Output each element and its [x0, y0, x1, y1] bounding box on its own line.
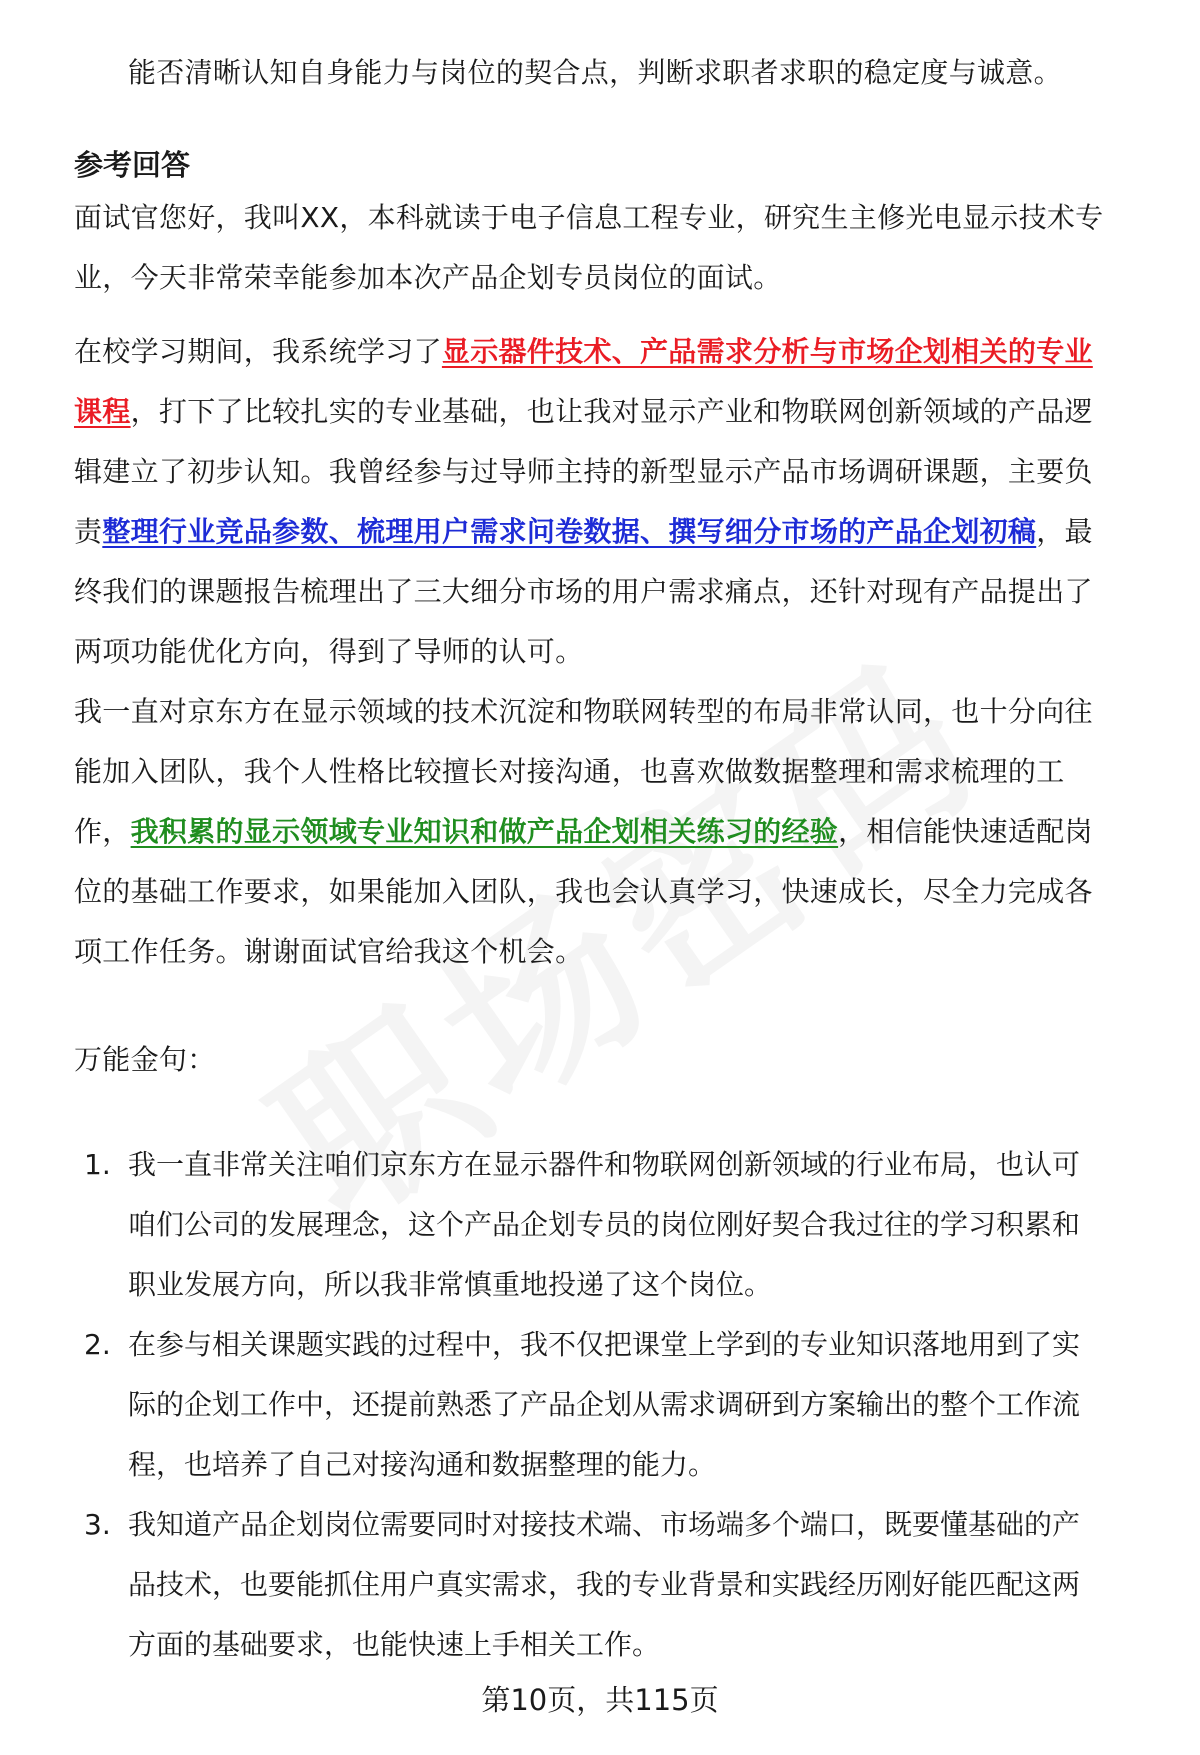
intro-line: 能否清晰认知自身能力与岗位的契合点，判断求职者求职的稳定度与诚意。	[128, 56, 1062, 89]
text-line: 项工作任务。谢谢面试官给我这个机会。	[74, 935, 584, 968]
list-item	[74, 1135, 1154, 1315]
text-line: 作，我积累的显示领域专业知识和做产品企划相关练习的经验，相信能快速适配岗	[74, 815, 1093, 848]
text-line: 品技术，也要能抓住用户真实需求，我的专业背景和实践经历刚好能匹配这两	[128, 1568, 1081, 1601]
text-line: 职业发展方向，所以我非常慎重地投递了这个岗位。	[128, 1268, 773, 1301]
text-line: 位的基础工作要求，如果能加入团队，我也会认真学习，快速成长，尽全力完成各	[74, 875, 1093, 908]
list-item	[74, 1495, 1154, 1675]
paragraph-background	[74, 322, 1154, 982]
highlight-courses: 显示器件技术、产品需求分析与市场企划相关的专业	[441, 335, 1093, 368]
list-item	[74, 1315, 1154, 1495]
highlight-courses: 课程	[74, 395, 131, 428]
text-line: 责整理行业竞品参数、梳理用户需求问卷数据、撰写细分市场的产品企划初稿，最	[74, 515, 1093, 548]
text-line: 程，也培养了自己对接沟通和数据整理的能力。	[128, 1448, 717, 1481]
text-line: 在校学习期间，我系统学习了显示器件技术、产品需求分析与市场企划相关的专业	[74, 335, 1093, 368]
text-line: 际的企划工作中，还提前熟悉了产品企划从需求调研到方案输出的整个工作流	[128, 1388, 1081, 1421]
intro-text	[74, 43, 1154, 103]
text-line: 面试官您好，我叫XX，本科就读于电子信息工程专业，研究生主修光电显示技术专	[74, 201, 1104, 234]
text-line: 我一直非常关注咱们京东方在显示器件和物联网创新领域的行业布局，也认可	[128, 1148, 1081, 1181]
list-number: 2.	[84, 1328, 111, 1361]
page-footer: 第10页，共115页	[481, 1683, 719, 1717]
golden-label-block	[74, 1030, 1154, 1090]
text-line: 方面的基础要求，也能快速上手相关工作。	[128, 1628, 661, 1661]
text-line: 我知道产品企划岗位需要同时对接技术端、市场端多个端口，既要懂基础的产	[128, 1508, 1081, 1541]
golden-sentences-list	[74, 1135, 1154, 1675]
text-line: 终我们的课题报告梳理出了三大细分市场的用户需求痛点，还针对现有产品提出了	[74, 575, 1093, 608]
highlight-experience: 我积累的显示领域专业知识和做产品企划相关练习的经验	[130, 815, 839, 848]
text-line: 咱们公司的发展理念，这个产品企划专员的岗位刚好契合我过往的学习积累和	[128, 1208, 1081, 1241]
text-line: 课程，打下了比较扎实的专业基础，也让我对显示产业和物联网创新领域的产品逻	[74, 395, 1093, 428]
text-line: 能加入团队，我个人性格比较擅长对接沟通，也喜欢做数据整理和需求梳理的工	[74, 755, 1065, 788]
list-number: 3.	[84, 1508, 111, 1541]
text-line: 辑建立了初步认知。我曾经参与过导师主持的新型显示产品市场调研课题，主要负	[74, 455, 1093, 488]
text-line: 我一直对京东方在显示领域的技术沉淀和物联网转型的布局非常认同，也十分向往	[74, 695, 1093, 728]
list-number: 1.	[84, 1148, 111, 1181]
paragraph-self-intro	[74, 188, 1154, 308]
highlight-responsibilities: 整理行业竞品参数、梳理用户需求问卷数据、撰写细分市场的产品企划初稿	[102, 515, 1037, 548]
text-line: 业，今天非常荣幸能参加本次产品企划专员岗位的面试。	[74, 261, 782, 294]
golden-label: 万能金句：	[74, 1043, 216, 1076]
text-line: 在参与相关课题实践的过程中，我不仅把课堂上学到的专业知识落地用到了实	[128, 1328, 1081, 1361]
section-heading: 参考回答	[74, 148, 191, 182]
text-line: 两项功能优化方向，得到了导师的认可。	[74, 635, 584, 668]
